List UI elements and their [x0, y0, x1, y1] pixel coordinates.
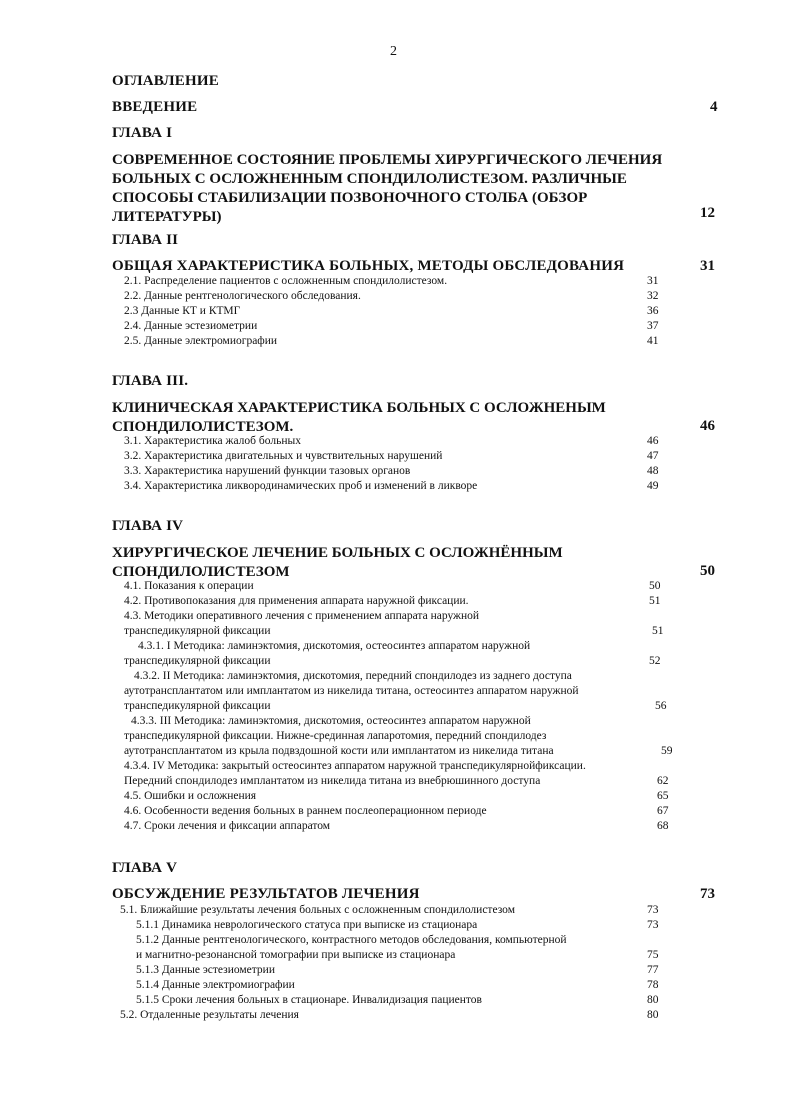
toc-entry: 4.3.4. IV Методика: закрытый остеосинтез аппаратом наружной транспедикулярнойфиксации.	[124, 760, 586, 772]
toc-entry: 4.3.3. III Методика: ламинэктомия, дискотомия, остеосинтез аппаратом наружной	[131, 715, 531, 727]
toc-entry-page: 49	[647, 480, 659, 492]
toc-entry-page: 80	[647, 994, 659, 1006]
toc-entry-continuation: и магнитно-резонансной томографии при выписке из стационара	[136, 949, 456, 961]
toc-entry-page: 52	[649, 655, 661, 667]
toc-entry-continuation: транспедикулярной фиксации. Нижне-срединная лапаротомия, передний спондилодез	[124, 730, 547, 742]
toc-entry: 3.4. Характеристика ликвородинамических проб и изменений в ликворе	[124, 480, 478, 492]
toc-entry: 5.2. Отдаленные результаты лечения	[120, 1009, 299, 1021]
toc-entry-page: 48	[647, 465, 659, 477]
chapter-4-label: ГЛАВА IV	[112, 518, 184, 534]
chapter-1-label: ГЛАВА I	[112, 125, 173, 141]
chapter-4-heading	[112, 544, 702, 582]
chapter-4-heading-line: СПОНДИЛОЛИСТЕЗОМ	[112, 564, 290, 580]
toc-entry-page: 41	[647, 335, 659, 347]
toc-entry-page: 73	[647, 919, 659, 931]
toc-entry: 4.5. Ошибки и осложнения	[124, 790, 257, 802]
toc-entry-continuation: аутотрансплантатом или имплантатом из никелида титана, остеосинтез аппаратом наружной	[124, 685, 579, 697]
toc-entry-continuation: транспедикулярной фиксации	[124, 700, 271, 712]
toc-entry: 4.1. Показания к операции	[124, 580, 254, 592]
toc-entry-page: 50	[649, 580, 661, 592]
toc-entry-page: 37	[647, 320, 659, 332]
chapter-5-label: ГЛАВА V	[112, 860, 178, 876]
toc-entry: 2.2. Данные рентгенологического обследования.	[124, 290, 361, 302]
chapter-2-page: 31	[700, 258, 715, 274]
toc-entry-page: 56	[655, 700, 667, 712]
toc-entry: 4.3.1. I Методика: ламинэктомия, дискотомия, остеосинтез аппаратом наружной	[138, 640, 531, 652]
toc-entry-page: 47	[647, 450, 659, 462]
toc-entry: 3.3. Характеристика нарушений функции тазовых органов	[124, 465, 411, 477]
chapter-1-heading-line: СПОСОБЫ СТАБИЛИЗАЦИИ ПОЗВОНОЧНОГО СТОЛБА (ОБЗОР	[112, 190, 588, 206]
toc-entry: 2.5. Данные электромиографии	[124, 335, 278, 347]
toc-entry-continuation: Передний спондилодез имплантатом из никелида титана из внебрюшинного доступа	[124, 775, 541, 787]
chapter-1-page: 12	[700, 205, 715, 221]
chapter-3-page: 46	[700, 418, 715, 434]
toc-entry: 4.3.2. II Методика: ламинэктомия, дискотомия, передний спондилодез из заднего доступа	[134, 670, 572, 682]
toc-entry-page: 65	[657, 790, 669, 802]
page-number: 2	[390, 44, 397, 59]
chapter-3-heading-line: СПОНДИЛОЛИСТЕЗОМ.	[112, 419, 294, 435]
toc-entry: 3.2. Характеристика двигательных и чувствительных нарушений	[124, 450, 443, 462]
toc-entry-page: 36	[647, 305, 659, 317]
toc-title: ОГЛАВЛЕНИЕ	[112, 73, 219, 89]
toc-entry: 5.1. Ближайшие результаты лечения больных с осложненным спондилолистезом	[120, 904, 515, 916]
chapter-2-label: ГЛАВА II	[112, 232, 179, 248]
intro-label: ВВЕДЕНИЕ	[112, 99, 198, 115]
toc-entry-continuation: аутотрансплантатом из крыла подвздошной кости или имплантатом из никелида титана	[124, 745, 554, 757]
chapter-3-heading	[112, 399, 702, 437]
intro-page: 4	[710, 99, 718, 115]
toc-entry-page: 46	[647, 435, 659, 447]
chapter-1-heading-line: БОЛЬНЫХ С ОСЛОЖНЕННЫМ СПОНДИЛОЛИСТЕЗОМ. РАЗЛИЧНЫЕ	[112, 171, 627, 187]
toc-entry-page: 73	[647, 904, 659, 916]
toc-entry: 2.3 Данные КТ и КТМГ	[124, 305, 241, 317]
toc-entry-page: 75	[647, 949, 659, 961]
chapter-5-page: 73	[700, 886, 715, 902]
toc-entry-page: 80	[647, 1009, 659, 1021]
toc-entry-continuation: транспедикулярной фиксации	[124, 655, 271, 667]
toc-entry-page: 31	[647, 275, 659, 287]
chapter-1-heading-line: СОВРЕМЕННОЕ СОСТОЯНИЕ ПРОБЛЕМЫ ХИРУРГИЧЕСКОГО ЛЕЧЕНИЯ	[112, 152, 663, 168]
toc-entry: 5.1.2 Данные рентгенологического, контрастного методов обследования, компьютерной	[136, 934, 567, 946]
toc-entry: 4.3. Методики оперативного лечения с применением аппарата наружной	[124, 610, 480, 622]
chapter-2-heading: ОБЩАЯ ХАРАКТЕРИСТИКА БОЛЬНЫХ, МЕТОДЫ ОБСЛЕДОВАНИЯ	[112, 258, 625, 274]
chapter-5-heading: ОБСУЖДЕНИЕ РЕЗУЛЬТАТОВ ЛЕЧЕНИЯ	[112, 886, 420, 902]
toc-entry-page: 78	[647, 979, 659, 991]
toc-entry: 2.1. Распределение пациентов с осложненным спондилолистезом.	[124, 275, 448, 287]
toc-entry: 2.4. Данные эстезиометрии	[124, 320, 258, 332]
toc-entry: 4.6. Особенности ведения больных в раннем послеоперационном периоде	[124, 805, 487, 817]
toc-entry: 3.1. Характеристика жалоб больных	[124, 435, 301, 447]
toc-entry-page: 51	[649, 595, 661, 607]
chapter-1-heading	[112, 151, 702, 227]
toc-entry: 4.7. Сроки лечения и фиксации аппаратом	[124, 820, 331, 832]
chapter-3-label: ГЛАВА III.	[112, 373, 189, 389]
toc-entry: 5.1.5 Сроки лечения больных в стационаре. Инвалидизация пациентов	[136, 994, 482, 1006]
toc-entry-continuation: транспедикулярной фиксации	[124, 625, 271, 637]
toc-entry-page: 51	[652, 625, 664, 637]
toc-entry-page: 62	[657, 775, 669, 787]
toc-entry: 4.2. Противопоказания для применения аппарата наружной фиксации.	[124, 595, 469, 607]
toc-entry: 5.1.3 Данные эстезиометрии	[136, 964, 275, 976]
toc-entry-page: 67	[657, 805, 669, 817]
chapter-4-heading-line: ХИРУРГИЧЕСКОЕ ЛЕЧЕНИЕ БОЛЬНЫХ С ОСЛОЖНЁННЫМ	[112, 545, 563, 561]
toc-entry-page: 59	[661, 745, 673, 757]
toc-entry-page: 77	[647, 964, 659, 976]
chapter-1-heading-line: ЛИТЕРАТУРЫ)	[112, 209, 222, 225]
chapter-3-heading-line: КЛИНИЧЕСКАЯ ХАРАКТЕРИСТИКА БОЛЬНЫХ С ОСЛОЖНЕНЫМ	[112, 400, 606, 416]
chapter-4-page: 50	[700, 563, 715, 579]
toc-entry: 5.1.4 Данные электромиографии	[136, 979, 295, 991]
toc-entry-page: 32	[647, 290, 659, 302]
toc-entry: 5.1.1 Динамика неврологического статуса при выписке из стационара	[136, 919, 478, 931]
toc-entry-page: 68	[657, 820, 669, 832]
